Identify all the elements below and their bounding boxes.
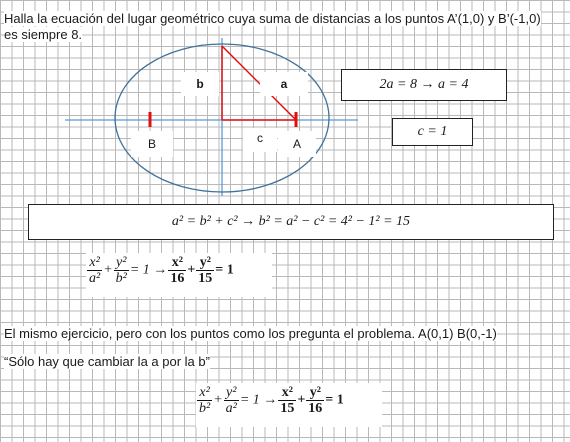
equation-box-b: a² = b² + c² → b² = a² − c² = 4² − 1² = 15 [28,204,554,240]
frac-x-16: $\frac{\text{x²}}{16}$ [170,255,185,286]
frac-x-a: $\frac{\text{x²}}{\text{a²}}$ [89,255,101,286]
ellipse-equation-2: $\frac{\text{x²}}{\text{b²}}$ + $\frac{\text{y²}}{\text{a²}}$ = 1 → $\frac{\text{x²}}{15}$ + $\frac{\text{y²}}{16}$ = 1 [196,383,382,427]
label-c: c [243,128,277,152]
equation-box-a: 2a = 8 → a = 4 [341,69,507,101]
label-A: A [278,131,316,157]
frac-x-b: $\frac{\text{x²}}{\text{b²}}$ [199,385,211,416]
problem-line-1: Halla la ecuación del lugar geométrico cuya suma de distancias a los puntos A’(1,0) y B’(-1,0) [4,11,541,26]
label-B: B [131,131,173,157]
problem-line-2: es siempre 8. [4,27,83,42]
label-a: a [260,72,308,96]
frac-x-15: $\frac{\text{x²}}{15}$ [280,385,295,416]
frac-y-15: $\frac{\text{y²}}{15}$ [198,255,213,286]
frac-y-16: $\frac{\text{y²}}{16}$ [308,385,323,416]
frac-y-a: $\frac{\text{y²}}{\text{a²}}$ [225,385,237,416]
equation-box-c: c = 1 [392,118,473,146]
ellipse-equation-1: $\frac{\text{x²}}{\text{a²}}$ + $\frac{\text{y²}}{\text{b²}}$ = 1 → $\frac{\text{x²}}{16}$ + $\frac{\text{y²}}{15}$ = 1 [86,253,272,297]
label-b: b [181,72,219,96]
frac-y-b: $\frac{\text{y²}}{\text{b²}}$ [115,255,127,286]
hint-text: “Sólo hay que cambiar la a por la b” [4,354,210,369]
followup-text: El mismo ejercicio, pero con los puntos como los pregunta el problema. A(0,1) B(0,-1) [4,326,497,341]
